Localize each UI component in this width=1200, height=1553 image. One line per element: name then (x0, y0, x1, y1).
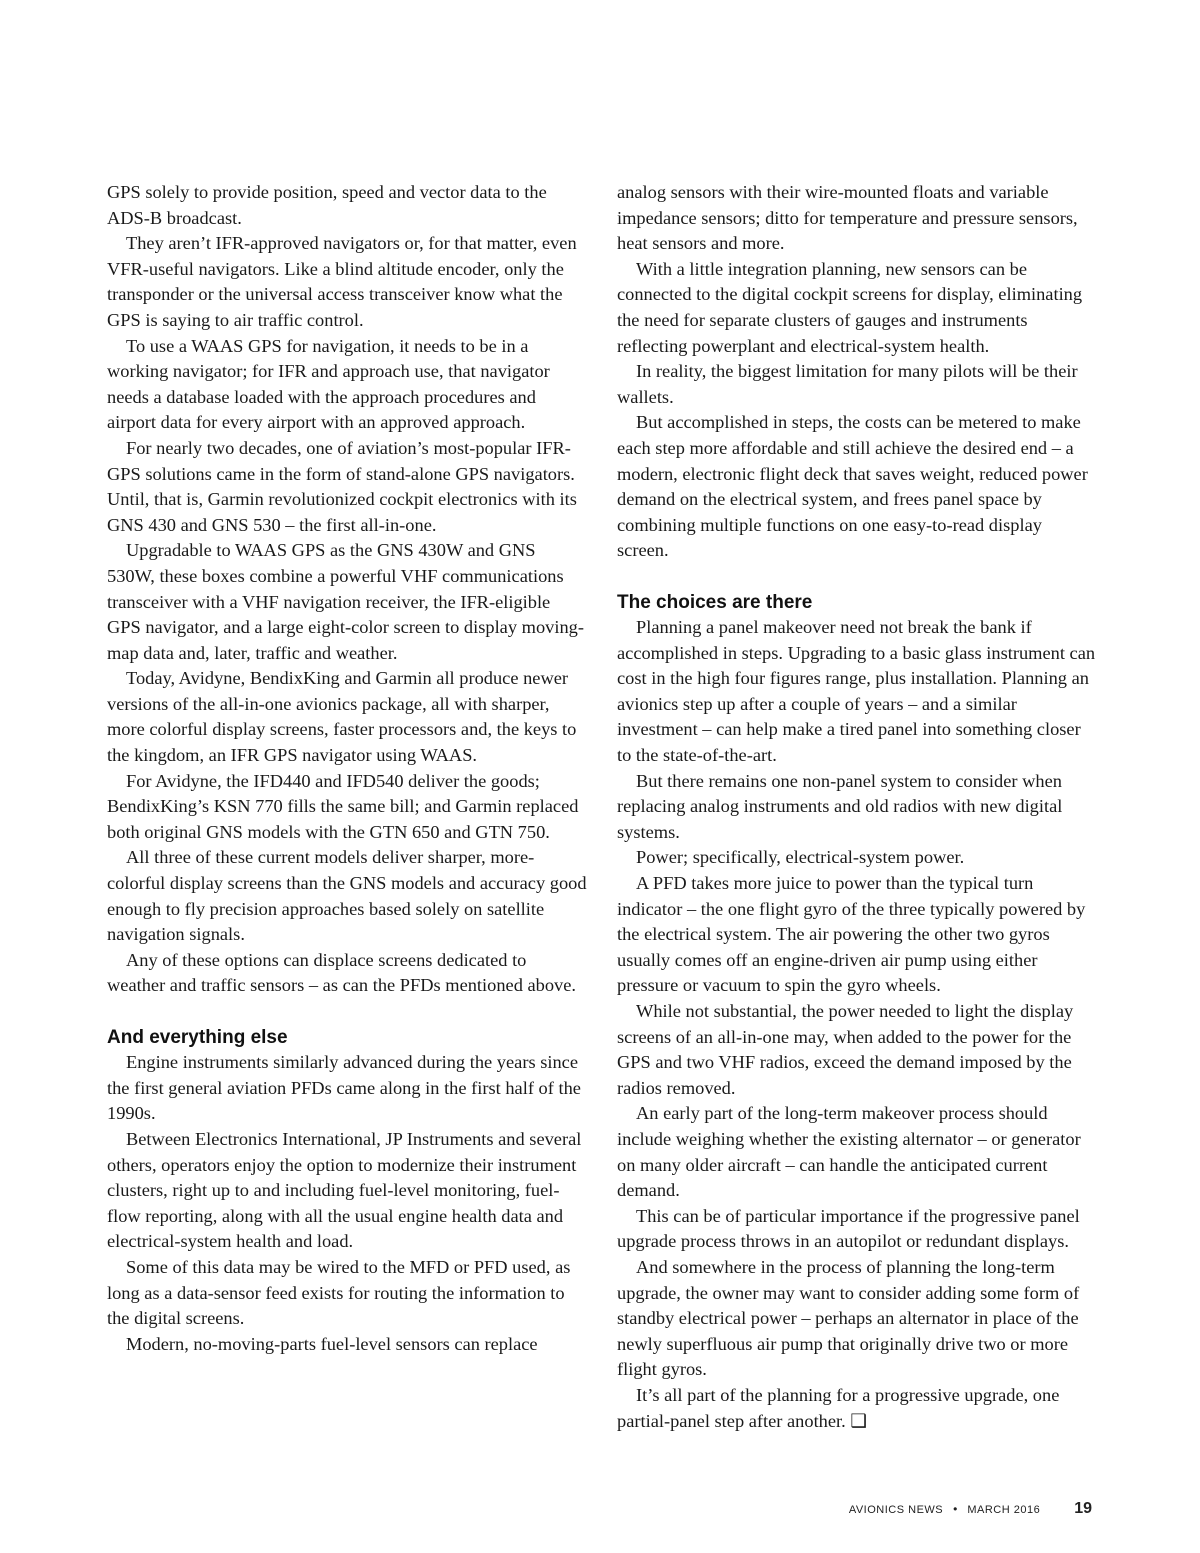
paragraph: Planning a panel makeover need not break the bank if accomplished in steps. Upgrading to a basic glass instrument can cost in the high four figures range, plus installation. Planning an avionics step up after a couple of years – and a similar investment – can help make a tired panel into something closer to the state-of-the-art. (617, 617, 1096, 766)
paragraph: And somewhere in the process of planning the long-term upgrade, the owner may want to consider adding some form of standby electrical power – perhaps an alternator in place of the newly superfluous air pump that originally drive two or more flight gyros. (617, 1256, 1080, 1380)
footer-separator: • (953, 1502, 958, 1516)
page-number: 19 (1074, 1500, 1092, 1517)
paragraph: While not substantial, the power needed to light the display screens of an all-in-one may, when added to the power for the GPS and two VHF radios, exceed the demand imposed by the radios removed. (617, 1001, 1074, 1098)
section-heading: The choices are there (617, 591, 813, 613)
paragraph: But accomplished in steps, the costs can be metered to make each step more affordable and still achieve the desired end – a modern, electronic flight deck that saves weight, reduced power demand on the electrical system, and frees panel space by combining multiple functions on one easy-to-read display screen. (617, 412, 1088, 561)
paragraph: A PFD takes more juice to power than the typical turn indicator – the one flight gyro of the three typically powered by the electrical system. The air powering the other two gyros usually comes off an engine-driven air pump using either pressure or vacuum to spin the gyro wheels. (617, 873, 1086, 996)
publication-name: AVIONICS NEWS (848, 1504, 944, 1516)
paragraph: Between Electronics International, JP Instruments and several others, operators enjoy the option to modernize their instrument clusters, right up to and including fuel-level monitoring, fuel-flow reporting, along with all the usual engine health data and electrical-system health and load. (107, 1128, 582, 1252)
paragraph: Engine instruments similarly advanced during the years since the first general aviation PFDs came along in the first half of the 1990s. (107, 1052, 581, 1124)
paragraph: An early part of the long-term makeover process should include weighing whether the existing alternator – or generator on many older aircraft – can handle the anticipated current demand. (617, 1103, 1081, 1201)
paragraph: Today, Avidyne, BendixKing and Garmin all produce newer versions of the all-in-one avionics package, all with sharper, more colorful display screens, faster processors and, the keys to the kingdom, an IFR GPS navigator using WAAS. (107, 668, 577, 766)
paragraph: Power; specifically, electrical-system power. (636, 847, 965, 868)
paragraph: But there remains one non-panel system to consider when replacing analog instruments and old radios with new digital systems. (617, 770, 1063, 842)
issue-date: MARCH 2016 (967, 1504, 1041, 1516)
paragraph: With a little integration planning, new sensors can be connected to the digital cockpit screens for display, eliminating the need for separate clusters of gauges and instruments reflecting powerplant and electrical-system health. (617, 258, 1083, 356)
left-column (107, 180, 587, 1357)
paragraph: To use a WAAS GPS for navigation, it needs to be in a working navigator; for IFR and approach use, that navigator needs a database loaded with the approach procedures and airport data for every airport with an approved approach. (107, 335, 550, 433)
paragraph: In reality, the biggest limitation for many pilots will be their wallets. (617, 361, 1078, 407)
paragraph: Any of these options can displace screens dedicated to weather and traffic sensors – as can the PFDs mentioned above. (107, 949, 576, 996)
section-heading: And everything else (107, 1026, 288, 1048)
paragraph: This can be of particular importance if the progressive panel upgrade process throws in an autopilot or redundant displays. (617, 1205, 1080, 1252)
paragraph: It’s all part of the planning for a progressive upgrade, one partial-panel step after another. ❑ (617, 1384, 1060, 1431)
paragraph: All three of these current models deliver sharper, more-colorful display screens than the GNS models and accuracy good enough to fly precision approaches based solely on satellite navigation signals. (107, 847, 587, 945)
paragraph: For nearly two decades, one of aviation’s most-popular IFR-GPS solutions came in the form of stand-alone GPS navigators. Until, that is, Garmin revolutionized cockpit electronics with its GNS 430 and GNS 530 – the first all-in-one. (107, 437, 577, 535)
paragraph: Modern, no-moving-parts fuel-level sensors can replace (126, 1333, 538, 1354)
paragraph: They aren’t IFR-approved navigators or, for that matter, even VFR-useful navigators. Like a blind altitude encoder, only the transponder or the universal access transceiver know what the GPS is saying to air traffic control. (107, 233, 577, 330)
paragraph: GPS solely to provide position, speed and vector data to the ADS-B broadcast. (107, 182, 547, 228)
paragraph: Some of this data may be wired to the MFD or PFD used, as long as a data-sensor feed exists for routing the information to the digital screens. (107, 1256, 571, 1329)
paragraph: analog sensors with their wire-mounted floats and variable impedance sensors; ditto for temperature and pressure sensors, heat sensors and more. (617, 182, 1078, 254)
page-footer (849, 1500, 1092, 1518)
right-column (617, 180, 1097, 1434)
paragraph: For Avidyne, the IFD440 and IFD540 deliver the goods; BendixKing’s KSN 770 fills the same bill; and Garmin replaced both original GNS models with the GTN 650 and GTN 750. (107, 770, 579, 842)
paragraph: Upgradable to WAAS GPS as the GNS 430W and GNS 530W, these boxes combine a powerful VHF communications transceiver with a VHF navigation receiver, the IFR-eligible GPS navigator, and a large eight-color screen to display moving-map data and, later, traffic and weather. (107, 540, 584, 663)
